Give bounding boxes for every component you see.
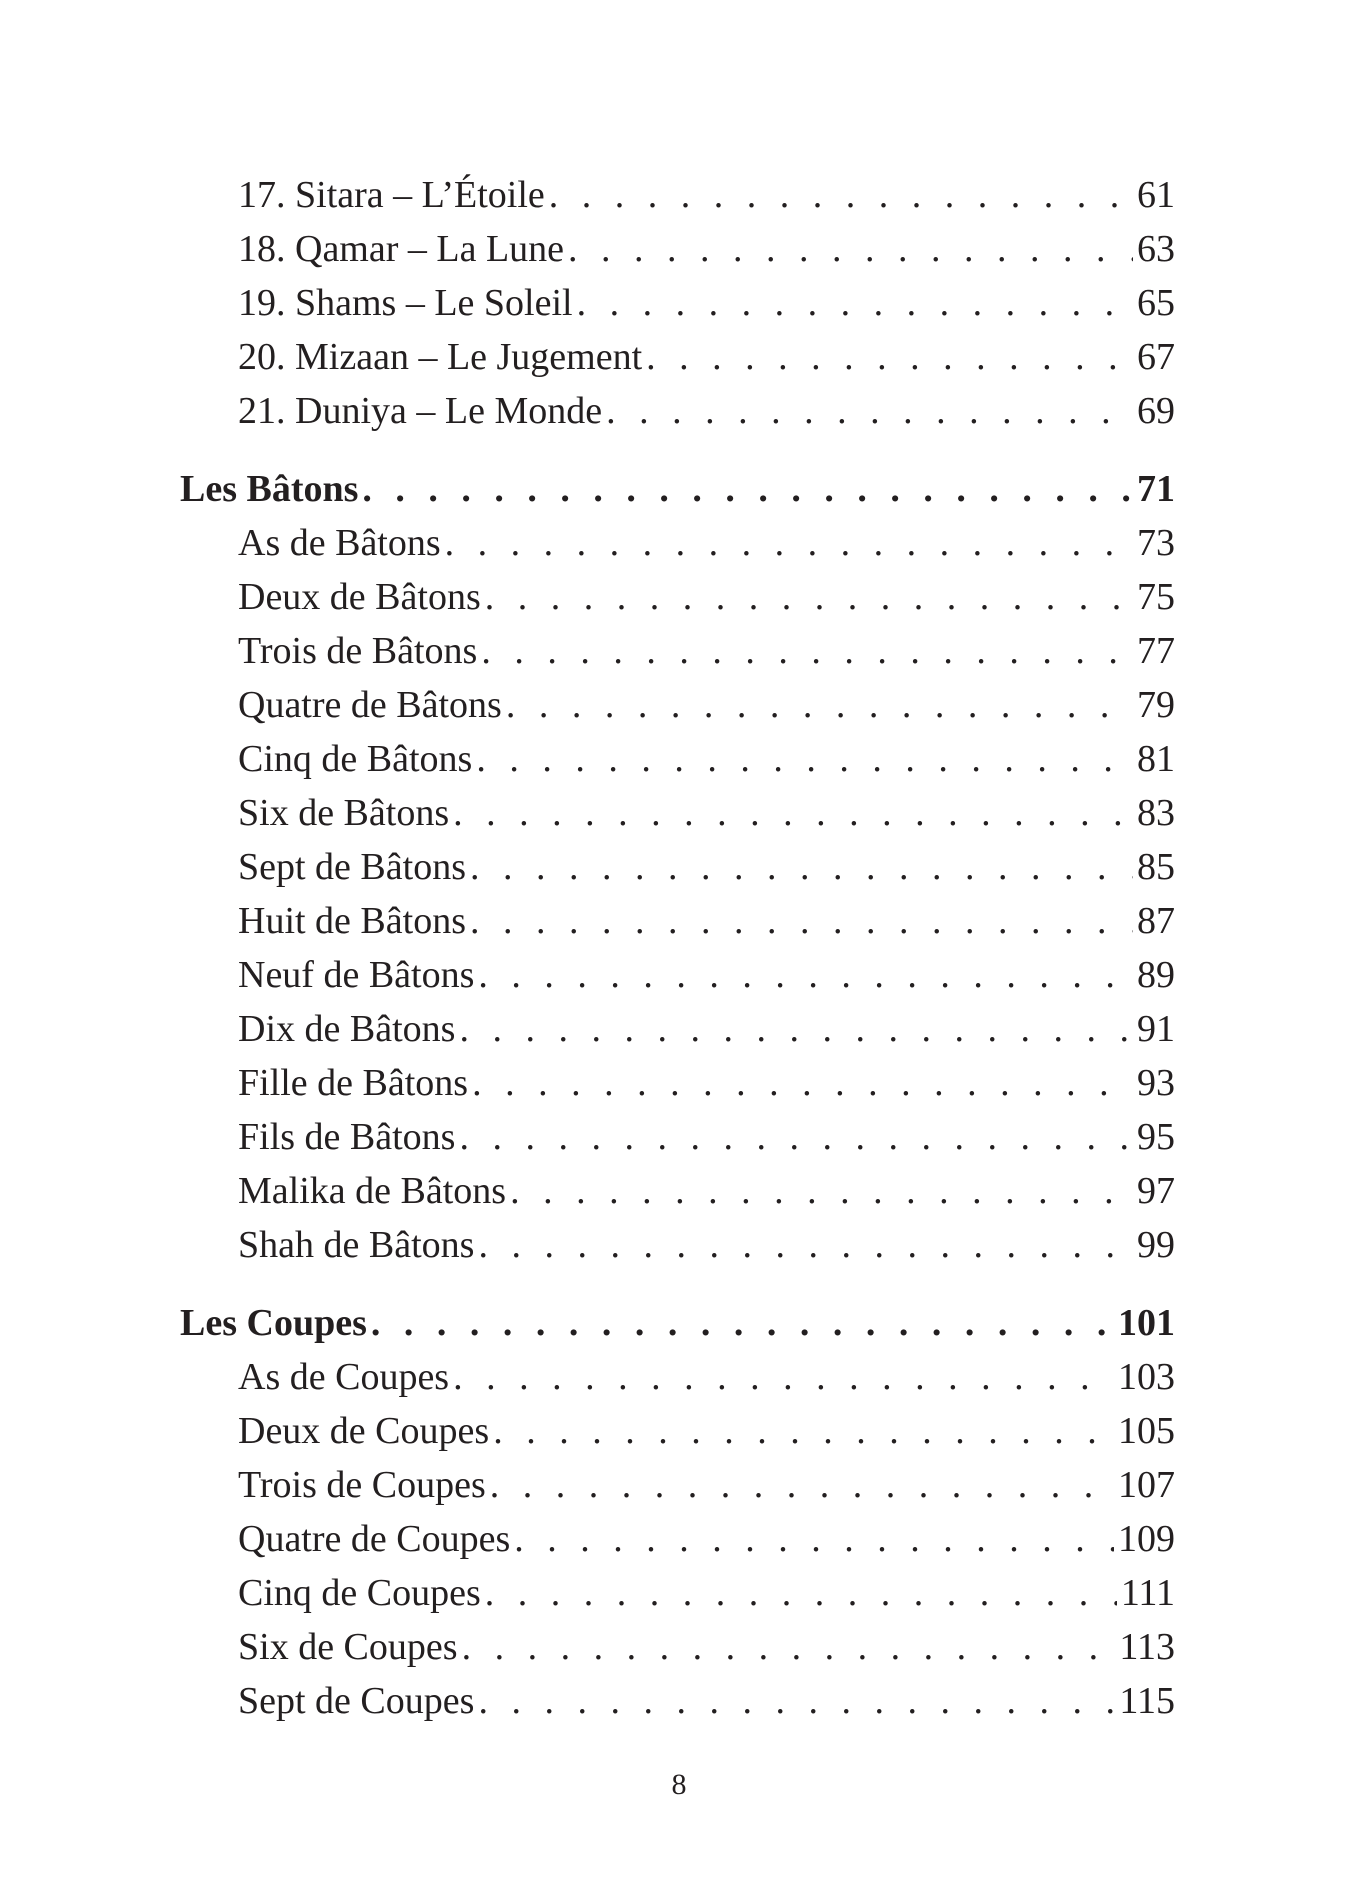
dot-leader [490,1458,1114,1512]
toc-entry-page: 115 [1119,1680,1175,1722]
dot-leader [470,894,1133,948]
toc-entry-title: Shah de Bâtons [238,1224,475,1266]
toc-entry-page: 95 [1137,1116,1175,1158]
toc-entry-page: 111 [1120,1572,1175,1614]
toc-entry-title: Deux de Bâtons [238,576,481,618]
toc-entry-title: Cinq de Coupes [238,1572,481,1614]
toc-entry-title: Trois de Coupes [238,1464,486,1506]
dot-leader [485,570,1133,624]
toc-entry [180,330,1175,384]
dot-leader [493,1404,1114,1458]
toc-entry-title: Neuf de Bâtons [238,954,475,996]
dot-leader [478,1674,1115,1728]
toc-entry [180,732,1175,786]
toc-entry-page: 67 [1137,336,1175,378]
toc-entry-title: Dix de Bâtons [238,1008,456,1050]
toc-entry [180,1404,1175,1458]
toc-entry-page: 69 [1137,390,1175,432]
dot-leader [577,276,1133,330]
toc-entry [180,1218,1175,1272]
dot-leader [510,1164,1133,1218]
toc-entry-page: 63 [1137,228,1175,270]
toc-entry [180,948,1175,1002]
toc-entry-title: Sept de Bâtons [238,846,466,888]
toc-entry-title: Cinq de Bâtons [238,738,473,780]
dot-leader [453,1350,1114,1404]
toc-entry-title: 19. Shams – Le Soleil [238,282,573,324]
dot-leader [568,222,1133,276]
toc-entry-page: 61 [1137,174,1175,216]
toc-entry-title: As de Coupes [238,1356,450,1398]
toc-entry [180,1512,1175,1566]
toc-entry-page: 73 [1137,522,1175,564]
toc-entry [180,786,1175,840]
toc-entry-page: 75 [1137,576,1175,618]
dot-leader [470,840,1133,894]
toc-entry [180,624,1175,678]
dot-leader [481,624,1133,678]
dot-leader [459,1002,1133,1056]
toc-entry-page: 89 [1137,954,1175,996]
dot-leader [453,786,1133,840]
toc-entry [180,840,1175,894]
dot-leader [472,1056,1133,1110]
toc-entry [180,1350,1175,1404]
toc-entry [180,168,1175,222]
toc-section-heading [180,1296,1175,1350]
dot-leader [549,168,1133,222]
toc-entry-page: 81 [1137,738,1175,780]
toc-entry [180,570,1175,624]
toc-entry-page: 87 [1137,900,1175,942]
toc-entry-page: 85 [1137,846,1175,888]
dot-leader [459,1110,1133,1164]
toc-entry-page: 101 [1118,1302,1175,1344]
dot-leader [485,1566,1117,1620]
dot-leader [371,1296,1114,1350]
toc-entry-page: 83 [1137,792,1175,834]
toc-entry-title: Quatre de Bâtons [238,684,502,726]
toc-entry-title: Fils de Bâtons [238,1116,456,1158]
toc-entry-page: 97 [1137,1170,1175,1212]
toc-entry [180,894,1175,948]
toc-entry [180,1620,1175,1674]
dot-leader [478,1218,1133,1272]
toc-entry-title: Trois de Bâtons [238,630,478,672]
dot-leader [506,678,1133,732]
toc-entry-title: Les Coupes [180,1302,367,1344]
toc-entry-title: 20. Mizaan – Le Jugement [238,336,643,378]
toc-entry-title: Deux de Coupes [238,1410,490,1452]
toc-entry-title: Sept de Coupes [238,1680,475,1722]
toc-entry [180,1002,1175,1056]
toc-entry-title: Six de Coupes [238,1626,458,1668]
toc-entry [180,1056,1175,1110]
toc-entry-title: 17. Sitara – L’Étoile [238,174,545,216]
toc-entry-page: 71 [1137,468,1175,510]
toc-entry [180,1566,1175,1620]
dot-leader [646,330,1133,384]
toc-entry [180,276,1175,330]
toc-entry-page: 103 [1118,1356,1175,1398]
toc-entry-page: 79 [1137,684,1175,726]
toc-entry-page: 65 [1137,282,1175,324]
toc-entry-title: Huit de Bâtons [238,900,466,942]
toc-entry-page: 91 [1137,1008,1175,1050]
toc-entry-page: 93 [1137,1062,1175,1104]
toc-entry [180,1458,1175,1512]
toc-entry-title: 18. Qamar – La Lune [238,228,565,270]
toc-entry-page: 105 [1118,1410,1175,1452]
toc-entry-title: Malika de Bâtons [238,1170,507,1212]
toc-entry-title: 21. Duniya – Le Monde [238,390,603,432]
toc-entry-page: 77 [1137,630,1175,672]
toc-entry [180,1674,1175,1728]
toc-entry [180,678,1175,732]
dot-leader [476,732,1133,786]
toc-entry [180,222,1175,276]
dot-leader [478,948,1133,1002]
dot-leader [362,462,1133,516]
table-of-contents [180,168,1175,1728]
toc-entry [180,516,1175,570]
page-number: 8 [671,1768,687,1801]
toc-section-heading [180,462,1175,516]
toc-entry [180,1164,1175,1218]
toc-entry [180,1110,1175,1164]
toc-entry [180,384,1175,438]
toc-entry-page: 107 [1118,1464,1175,1506]
toc-entry-title: As de Bâtons [238,522,441,564]
dot-leader [514,1512,1114,1566]
toc-entry-page: 113 [1119,1626,1175,1668]
dot-leader [606,384,1133,438]
toc-entry-title: Les Bâtons [180,468,359,510]
dot-leader [462,1620,1116,1674]
dot-leader [445,516,1133,570]
toc-entry-title: Quatre de Coupes [238,1518,511,1560]
toc-entry-title: Six de Bâtons [238,792,450,834]
toc-entry-page: 99 [1137,1224,1175,1266]
toc-entry-page: 109 [1118,1518,1175,1560]
toc-entry-title: Fille de Bâtons [238,1062,469,1104]
